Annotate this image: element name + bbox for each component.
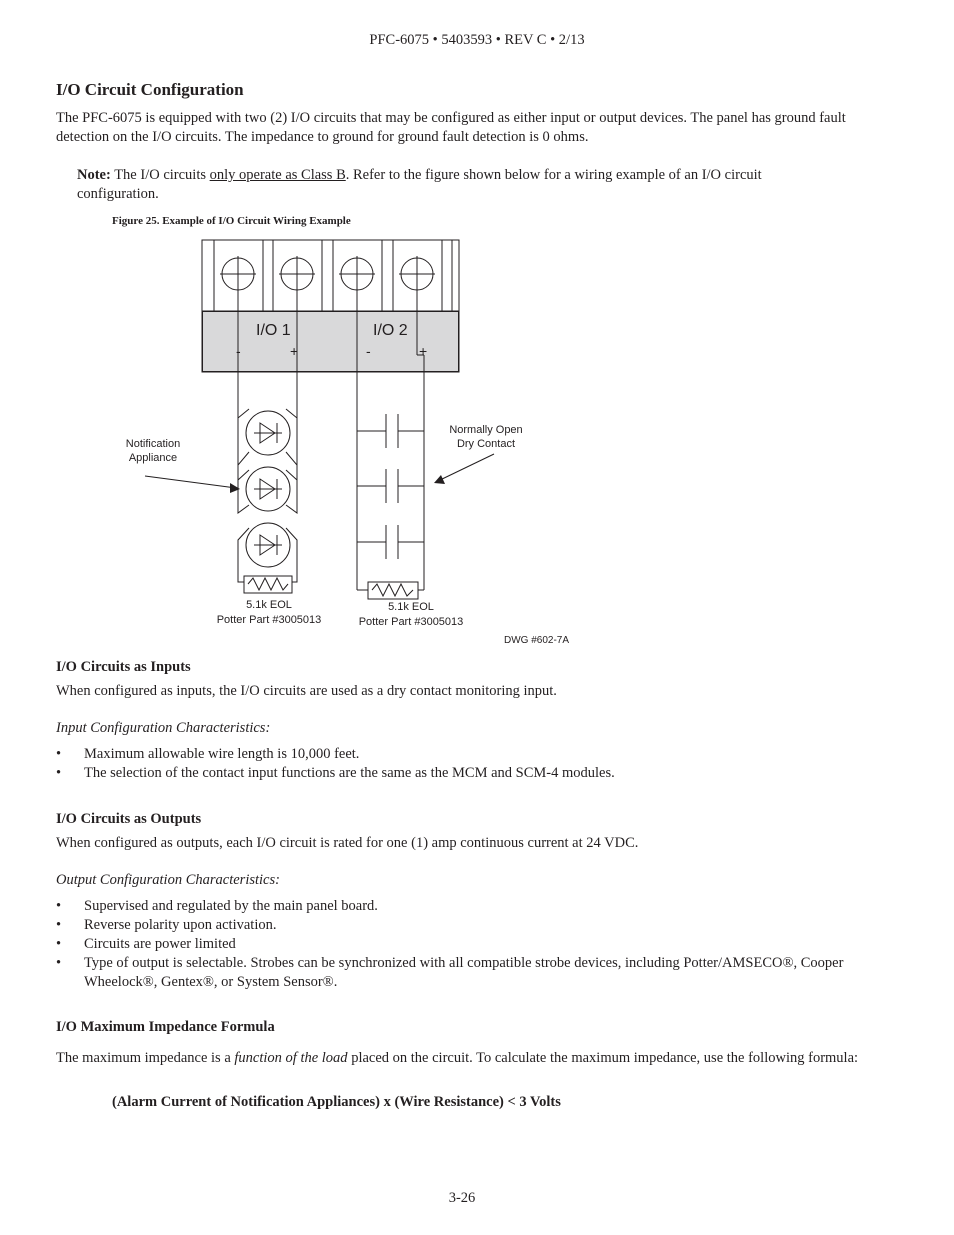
outputs-bullet-list <box>56 897 856 992</box>
outputs-char-title: Output Configuration Characteristics: <box>56 872 280 888</box>
dry-contact-1 <box>357 414 424 448</box>
note-label: Note: <box>77 167 111 183</box>
section-title: I/O Circuit Configuration <box>56 80 244 99</box>
io2-plus: + <box>419 343 428 359</box>
io1-minus: - <box>236 343 241 359</box>
notification-appliance-label: Notification Appliance <box>125 438 181 464</box>
outputs-heading: I/O Circuits as Outputs <box>56 811 202 827</box>
screw-terminal-1 <box>220 256 256 292</box>
screw-terminal-4 <box>399 256 435 292</box>
drawing-number: DWG #602-7A <box>504 635 570 646</box>
intro-paragraph: The PFC-6075 is equipped with two (2) I/O circuits that may be configured as either input or output devices. The panel has ground fault detection on the I/O circuits. The impedance to ground for ground fault detection is 0 ohms. <box>56 110 846 145</box>
inputs-text: When configured as inputs, the I/O circuits are used as a dry contact monitoring input. <box>56 683 557 699</box>
list-item: • Supervised and regulated by the main panel board. <box>56 897 856 916</box>
notification-appliance-1 <box>246 411 290 455</box>
eol-resistor-2 <box>368 582 418 599</box>
inputs-heading: I/O Circuits as Inputs <box>56 659 191 675</box>
notification-appliance-3 <box>246 523 290 567</box>
note-text-pre: The I/O circuits <box>110 167 210 183</box>
eol-2-label: 5.1k EOL Potter Part #3005013 <box>358 601 464 628</box>
io1-plus: + <box>290 343 299 359</box>
io2-minus: - <box>366 343 371 359</box>
eol-1-label: 5.1k EOL Potter Part #3005013 <box>216 599 322 626</box>
page-header: PFC-6075 • 5403593 • REV C • 2/13 <box>369 32 585 48</box>
list-item: • Maximum allowable wire length is 10,000 feet. <box>56 745 856 764</box>
notification-appliance-2 <box>246 467 290 511</box>
appliance-pointer-arrow <box>145 476 236 488</box>
list-item: • Reverse polarity upon activation. <box>56 916 856 935</box>
io1-label: I/O 1 <box>256 322 291 339</box>
note-text-post: . Refer to the figure shown below for a wiring example of an I/O circuit configuration. <box>77 167 762 202</box>
page-number: 3-26 <box>448 1190 476 1206</box>
impedance-formula: (Alarm Current of Notification Appliances) x (Wire Resistance) < 3 Volts <box>112 1094 561 1110</box>
impedance-text: The maximum impedance is a function of the load placed on the circuit. To calculate the maximum impedance, use the following formula: <box>56 1050 859 1066</box>
eol-resistor-1 <box>244 576 292 593</box>
inputs-bullet-list <box>56 745 856 783</box>
io2-label: I/O 2 <box>373 322 408 339</box>
dry-contact-3 <box>357 525 424 559</box>
screw-terminal-3 <box>339 256 375 292</box>
screw-terminal-2 <box>279 256 315 292</box>
list-item: • The selection of the contact input functions are the same as the MCM and SCM-4 modules. <box>56 764 856 783</box>
contact-pointer-arrow <box>438 454 494 481</box>
dry-contact-2 <box>357 469 424 503</box>
dry-contact-label: Normally Open Dry Contact <box>449 424 523 450</box>
figure-caption: Figure 25. Example of I/O Circuit Wiring Example <box>112 215 351 227</box>
impedance-heading: I/O Maximum Impedance Formula <box>56 1019 275 1035</box>
note-underlined: only operate as Class B <box>209 167 346 183</box>
inputs-char-title: Input Configuration Characteristics: <box>56 720 271 736</box>
list-item: • Type of output is selectable. Strobes can be synchronized with all compatible strobe devices, including Potter/AMSECO®, Cooper Wheelock®, Gentex®, or System Sensor®. <box>56 954 856 992</box>
list-item: • Circuits are power limited <box>56 935 856 954</box>
outputs-text: When configured as outputs, each I/O circuit is rated for one (1) amp continuous current at 24 VDC. <box>56 835 639 851</box>
